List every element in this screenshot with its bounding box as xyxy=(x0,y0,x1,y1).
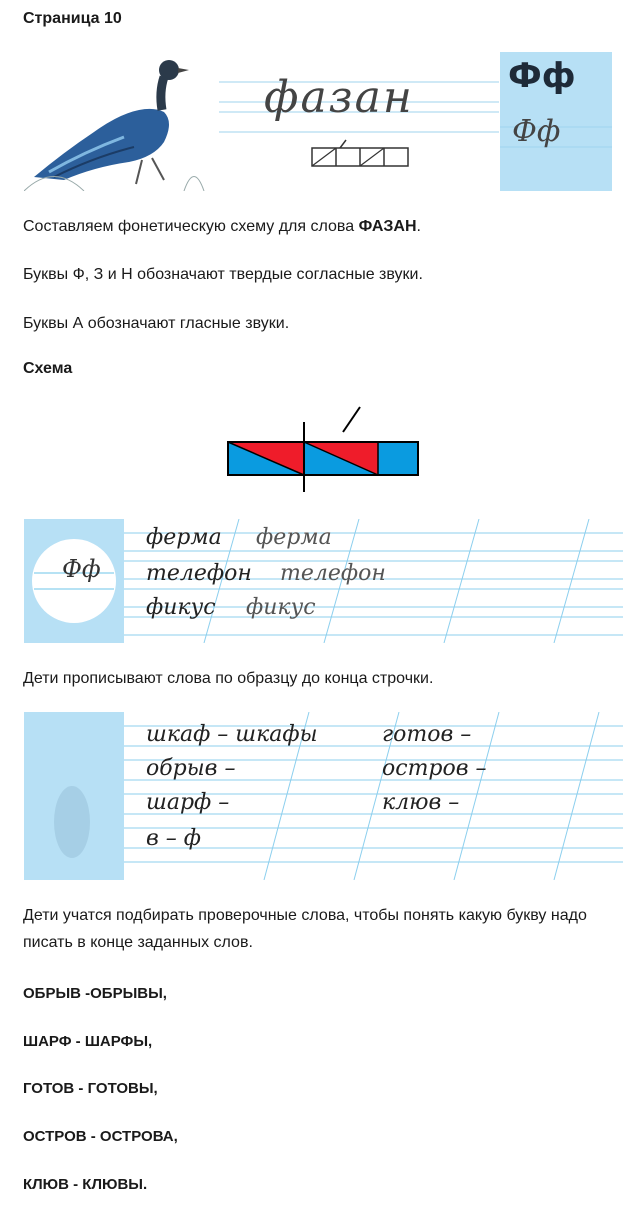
intro-paragraph xyxy=(23,213,623,240)
copy-line-2-trace: телефон xyxy=(280,561,386,586)
check-left-line-3: шарф – xyxy=(146,790,230,815)
check-right-line-3: клюв – xyxy=(382,790,460,815)
paragraph-vowels: Буквы А обозначают гласные звуки. xyxy=(23,315,290,332)
check-left-line-4: в – ф xyxy=(146,826,202,851)
cursive-word-fazan: фазан xyxy=(264,72,414,123)
scheme-heading: Схема xyxy=(23,360,73,377)
pair-2: ШАРФ - ШАРФЫ, xyxy=(23,1033,153,1050)
workbook-card-fazan xyxy=(24,52,612,191)
workbook-card-copy xyxy=(24,519,623,643)
check-left-line-2: обрыв – xyxy=(146,756,236,781)
letter-cursive-ff: Фф xyxy=(512,114,561,149)
check-right-line-2: остров – xyxy=(382,756,487,781)
intro-suffix: . xyxy=(416,218,421,235)
paragraph-copy: Дети прописывают слова по образцу до конца строчки. xyxy=(23,670,434,687)
scheme-stress-mark xyxy=(343,407,360,432)
pair-5: КЛЮВ - КЛЮВЫ. xyxy=(23,1176,148,1193)
check-right-line-1: готов – xyxy=(382,722,472,747)
workbook-card-check xyxy=(24,712,623,880)
pair-4: ОСТРОВ - ОСТРОВА, xyxy=(23,1128,178,1145)
paragraph-check: Дети учатся подбирать проверочные слова, чтобы понять какую букву надо писать в конце заданных слов. xyxy=(23,907,587,951)
letter-print-ff: Фф xyxy=(508,56,576,96)
copy-line-1-trace: ферма xyxy=(256,525,332,550)
pair-3: ГОТОВ - ГОТОВЫ, xyxy=(23,1080,158,1097)
workbook-card-check-art xyxy=(24,712,623,880)
intro-word: ФАЗАН xyxy=(358,218,417,235)
sound-scheme xyxy=(220,400,430,500)
pair-1: ОБРЫВ -ОБРЫВЫ, xyxy=(23,985,167,1002)
copy-letter-ff: Фф xyxy=(62,555,101,583)
copy-line-3-sample: фикус xyxy=(146,595,216,620)
intro-prefix: Составляем фонетическую схему для слова xyxy=(23,218,359,235)
check-left-line-1: шкаф – шкафы xyxy=(146,722,318,747)
copy-line-3-trace: фикус xyxy=(246,595,316,620)
paragraph-consonants: Буквы Ф, З и Н обозначают твердые согласные звуки. xyxy=(23,266,423,283)
page-title: Страница 10 xyxy=(23,10,122,27)
copy-line-2-sample: телефон xyxy=(146,561,252,586)
copy-line-1-sample: ферма xyxy=(146,525,222,550)
scheme-consonant-n xyxy=(378,442,418,475)
